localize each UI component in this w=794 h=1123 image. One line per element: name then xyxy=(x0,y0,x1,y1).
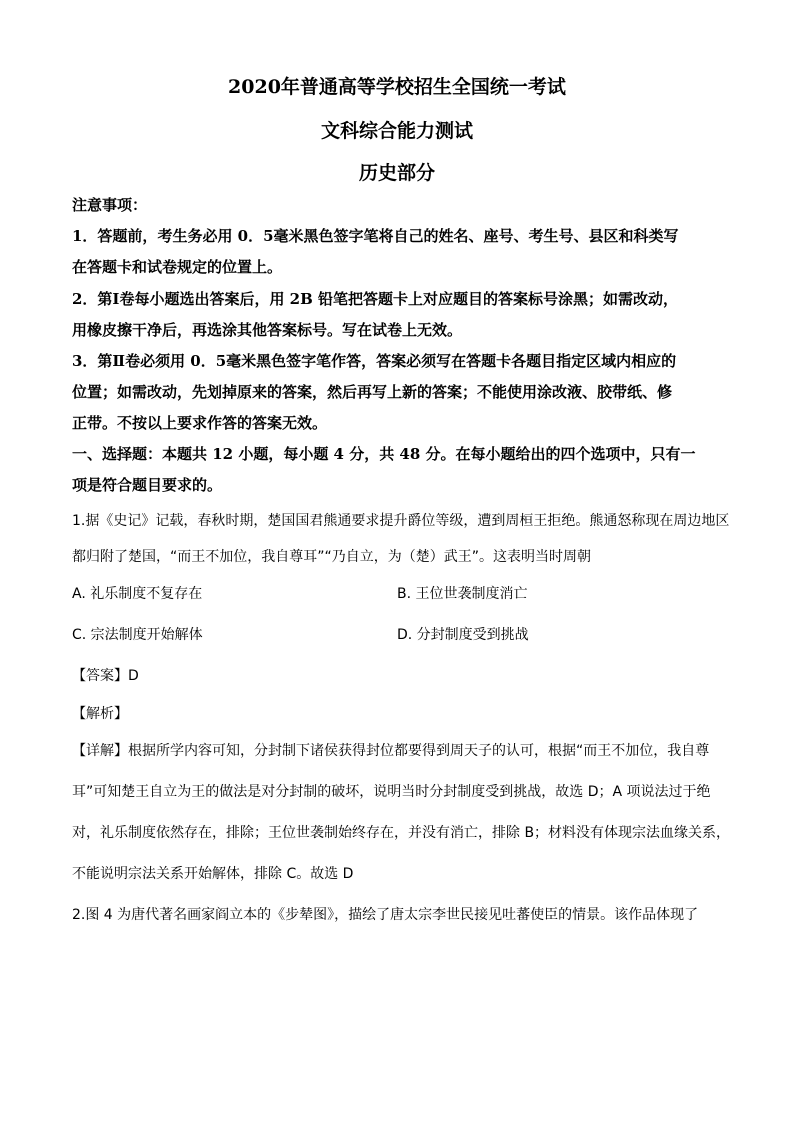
answer-value: D xyxy=(128,668,139,684)
notice-line: 位置；如需改动，先划掉原来的答案，然后再写上新的答案；不能使用涂改液、胶带纸、修 xyxy=(72,383,673,401)
option-a: A. 礼乐制度不复存在 xyxy=(72,586,203,602)
notice-line: 用橡皮擦干净后，再选涂其他答案标号。写在试卷上无效。 xyxy=(72,321,463,339)
detail-label: 【详解】 xyxy=(72,743,128,759)
notice-line: 1．答题前，考生务必用 0．5毫米黑色签字笔将自己的姓名、座号、考生号、县区和科类写 xyxy=(72,227,679,245)
option-d: D. 分封制度受到挑战 xyxy=(397,627,529,643)
section-heading-line: 项是符合题目要求的。 xyxy=(72,476,223,494)
exam-subtitle: 文科综合能力测试 xyxy=(320,120,473,142)
section-heading-line: 一、选择题：本题共 12 小题，每小题 4 分，共 48 分。在每小题给出的四个选项中，只有一 xyxy=(72,445,696,463)
option-b: B. 王位世袭制度消亡 xyxy=(397,586,528,602)
notice-line: 在答题卡和试卷规定的位置上。 xyxy=(72,258,283,276)
notice-line: 正带。不按以上要求作答的答案无效。 xyxy=(72,414,328,432)
answer-label: 【答案】 xyxy=(72,668,128,684)
detail-text: 根据所学内容可知，分封制下诸侯获得封位都要得到周天子的认可，根据“而王不加位，我自尊 xyxy=(128,743,710,759)
detail-line: 对，礼乐制度依然存在，排除；王位世袭制始终存在，并没有消亡，排除 B；材料没有体现宗法血缘关系， xyxy=(72,825,731,841)
answer-row xyxy=(72,665,139,685)
notice-line: 2．第Ⅰ卷每小题选出答案后，用 2B 铅笔把答题卡上对应题目的答案标号涂黑；如需改动， xyxy=(72,290,679,308)
exam-title: 2020年普通高等学校招生全国统一考试 xyxy=(228,76,566,98)
question-stem: 2.图 4 为唐代著名画家阎立本的《步辇图》，描绘了唐太宗李世民接见吐蕃使臣的情景。该作品体现了 xyxy=(72,907,699,923)
analysis-label: 【解析】 xyxy=(72,706,128,722)
question-stem: 1.据《史记》记载，春秋时期，楚国国君熊通要求提升爵位等级，遭到周桓王拒绝。熊通怒称现在周边地区 xyxy=(72,513,730,529)
question-stem: 都归附了楚国，“而王不加位，我自尊耳”“乃自立，为（楚）武王”。这表明当时周朝 xyxy=(72,549,592,565)
notice-line: 3．第Ⅱ卷必须用 0．5毫米黑色签字笔作答，答案必须写在答题卡各题目指定区域内相应的 xyxy=(72,352,677,370)
detail-line xyxy=(72,740,709,760)
exam-section-title: 历史部分 xyxy=(358,162,435,184)
option-c: C. 宗法制度开始解体 xyxy=(72,627,203,643)
detail-line: 不能说明宗法关系开始解体，排除 C。故选 D xyxy=(72,866,354,882)
detail-line: 耳”可知楚王自立为王的做法是对分封制的破坏，说明当时分封制度受到挑战，故选 D；A 项说法过于绝 xyxy=(72,784,711,800)
notice-heading: 注意事项： xyxy=(72,196,148,214)
